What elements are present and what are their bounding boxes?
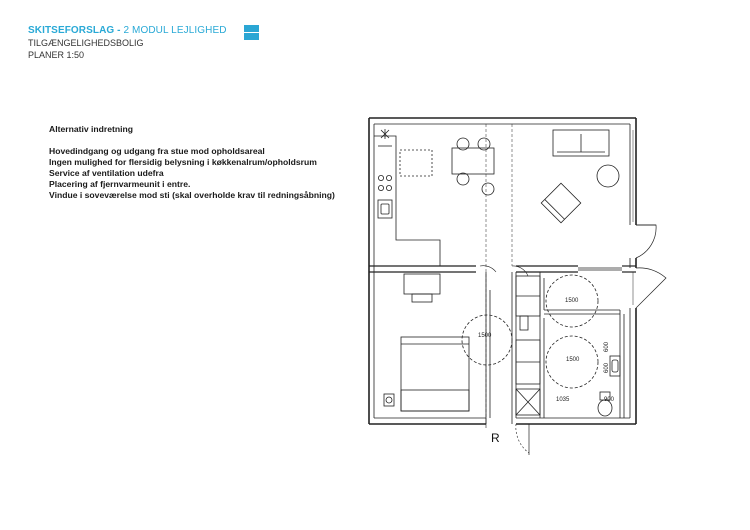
outer-walls	[369, 118, 636, 424]
note-line-5: Vindue i soveværelse mod sti (skal overholde krav til redningsåbning)	[49, 190, 335, 200]
dim-1500-bath: 1500	[566, 357, 580, 363]
dim-600-lower: 600	[604, 362, 610, 373]
partition-wall	[369, 266, 636, 272]
note-line-1: Hovedindgang og udgang fra stue mod opholdsareal	[49, 146, 265, 156]
toilet	[598, 392, 612, 416]
title-bold: SKITSEFORSLAG -	[28, 25, 121, 36]
dim-900: 900	[604, 397, 615, 403]
armchair	[541, 183, 581, 223]
kitchen-counter	[374, 129, 440, 266]
dim-600-upper: 600	[604, 341, 610, 352]
scale-label: PLANER 1:50	[28, 50, 85, 60]
sink	[610, 356, 620, 376]
note-line-3: Service af ventilation udefra	[49, 168, 164, 178]
dim-1035: 1035	[556, 397, 570, 403]
note-line-2: Ingen mulighed for flersidig belysning i køkkenalrum/opholdsrum	[49, 157, 317, 167]
entrance-label: R	[491, 431, 500, 445]
notes-heading: Alternativ indretning	[49, 124, 134, 134]
side-table	[597, 165, 619, 187]
subtitle: TILGÆNGELIGHEDSBOLIG	[28, 38, 144, 48]
dining-table	[452, 138, 494, 195]
turning-circle-bedroom	[462, 315, 512, 365]
bed	[384, 337, 469, 411]
dim-1500-entry: 1500	[565, 298, 579, 304]
title-rest: 2 MODUL LEJLIGHED	[123, 25, 227, 36]
note-line-4: Placering af fjernvarmeunit i entre.	[49, 179, 191, 189]
dim-1500-bedroom: 1500	[478, 333, 492, 339]
sofa	[553, 130, 609, 156]
